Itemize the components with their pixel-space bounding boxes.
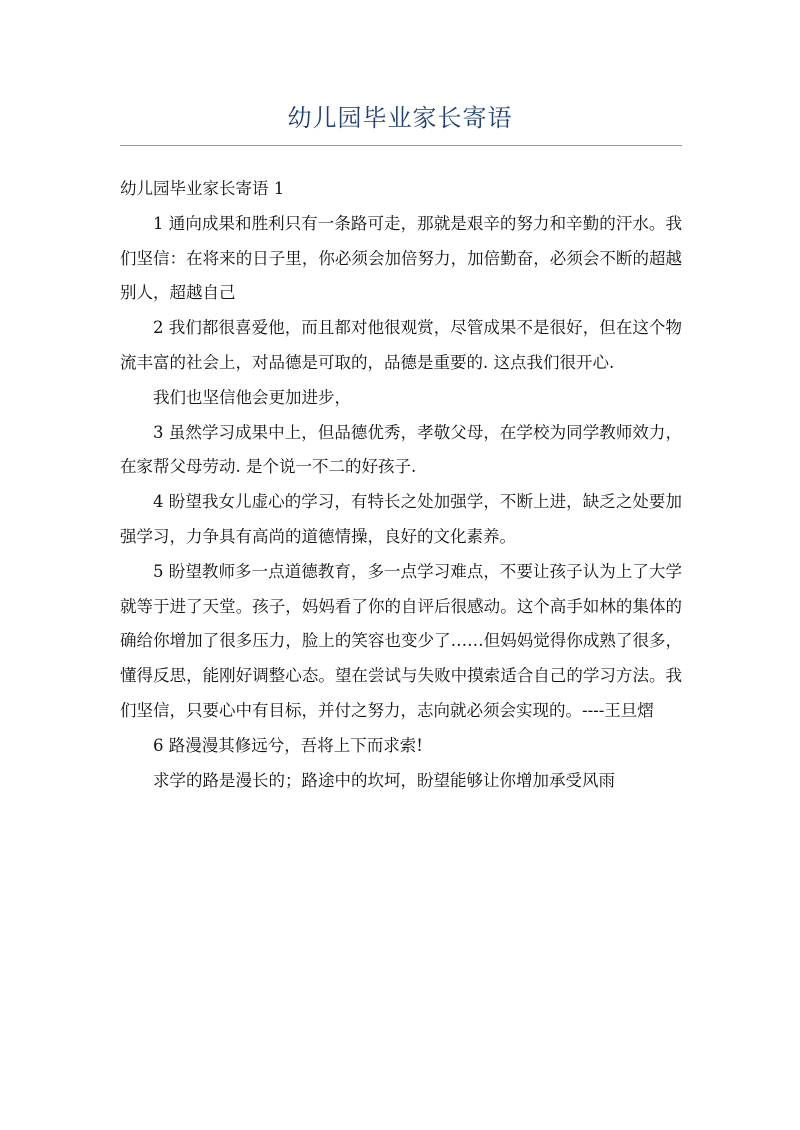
paragraph-7: 6 路漫漫其修远兮，吾将上下而求索! <box>153 735 423 755</box>
paragraph-4: 3 虽然学习成果中上，但品德优秀，孝敬父母，在学校为同学教师效力，在家帮父母劳动. 是个说一不二的好孩子. <box>120 422 682 477</box>
paragraph-5: 4 盼望我女儿虚心的学习，有特长之处加强学，不断上进，缺乏之处要加强学习，力争具有高尚的道德情操，良好的文化素养。 <box>120 492 682 546</box>
paragraph-1: 1 通向成果和胜利只有一条路可走，那就是艰辛的努力和辛勤的汗水。我们坚信：在将来的日子里，你必须会加倍努力，加倍勤奋，必须会不断的超越别人，超越自己 <box>120 213 682 303</box>
paragraph-6: 5 盼望教师多一点道德教育，多一点学习难点，不要让孩子认为上了大学就等于进了天堂。孩子，妈妈看了你的自评后很感动。这个高手如林的集体的确给你增加了很多压力，脸上的笑容也变少了……但妈妈觉得你成熟了很多，懂得反思，能刚好调整心态。望在尝试与失败中摸索适合自己的学习方法。我们坚信，只要心中有目标，并付之努力，志向就必须会实现的。----王旦熠 <box>120 561 682 720</box>
paragraph-3: 我们也坚信他会更加进步， <box>153 387 351 407</box>
document-body <box>120 172 682 798</box>
title-divider <box>120 145 682 146</box>
document-title: 幼儿园毕业家长寄语 <box>287 104 513 132</box>
paragraph-2: 2 我们都很喜爱他，而且都对他很观赏，尽管成果不是很好，但在这个物流丰富的社会上，对品德是可取的，品德是重要的. 这点我们很开心. <box>120 318 682 372</box>
paragraph-8: 求学的路是漫长的；路途中的坎坷，盼望能够让你增加承受风雨 <box>153 770 615 790</box>
section-heading: 幼儿园毕业家长寄语 1 <box>120 179 285 198</box>
